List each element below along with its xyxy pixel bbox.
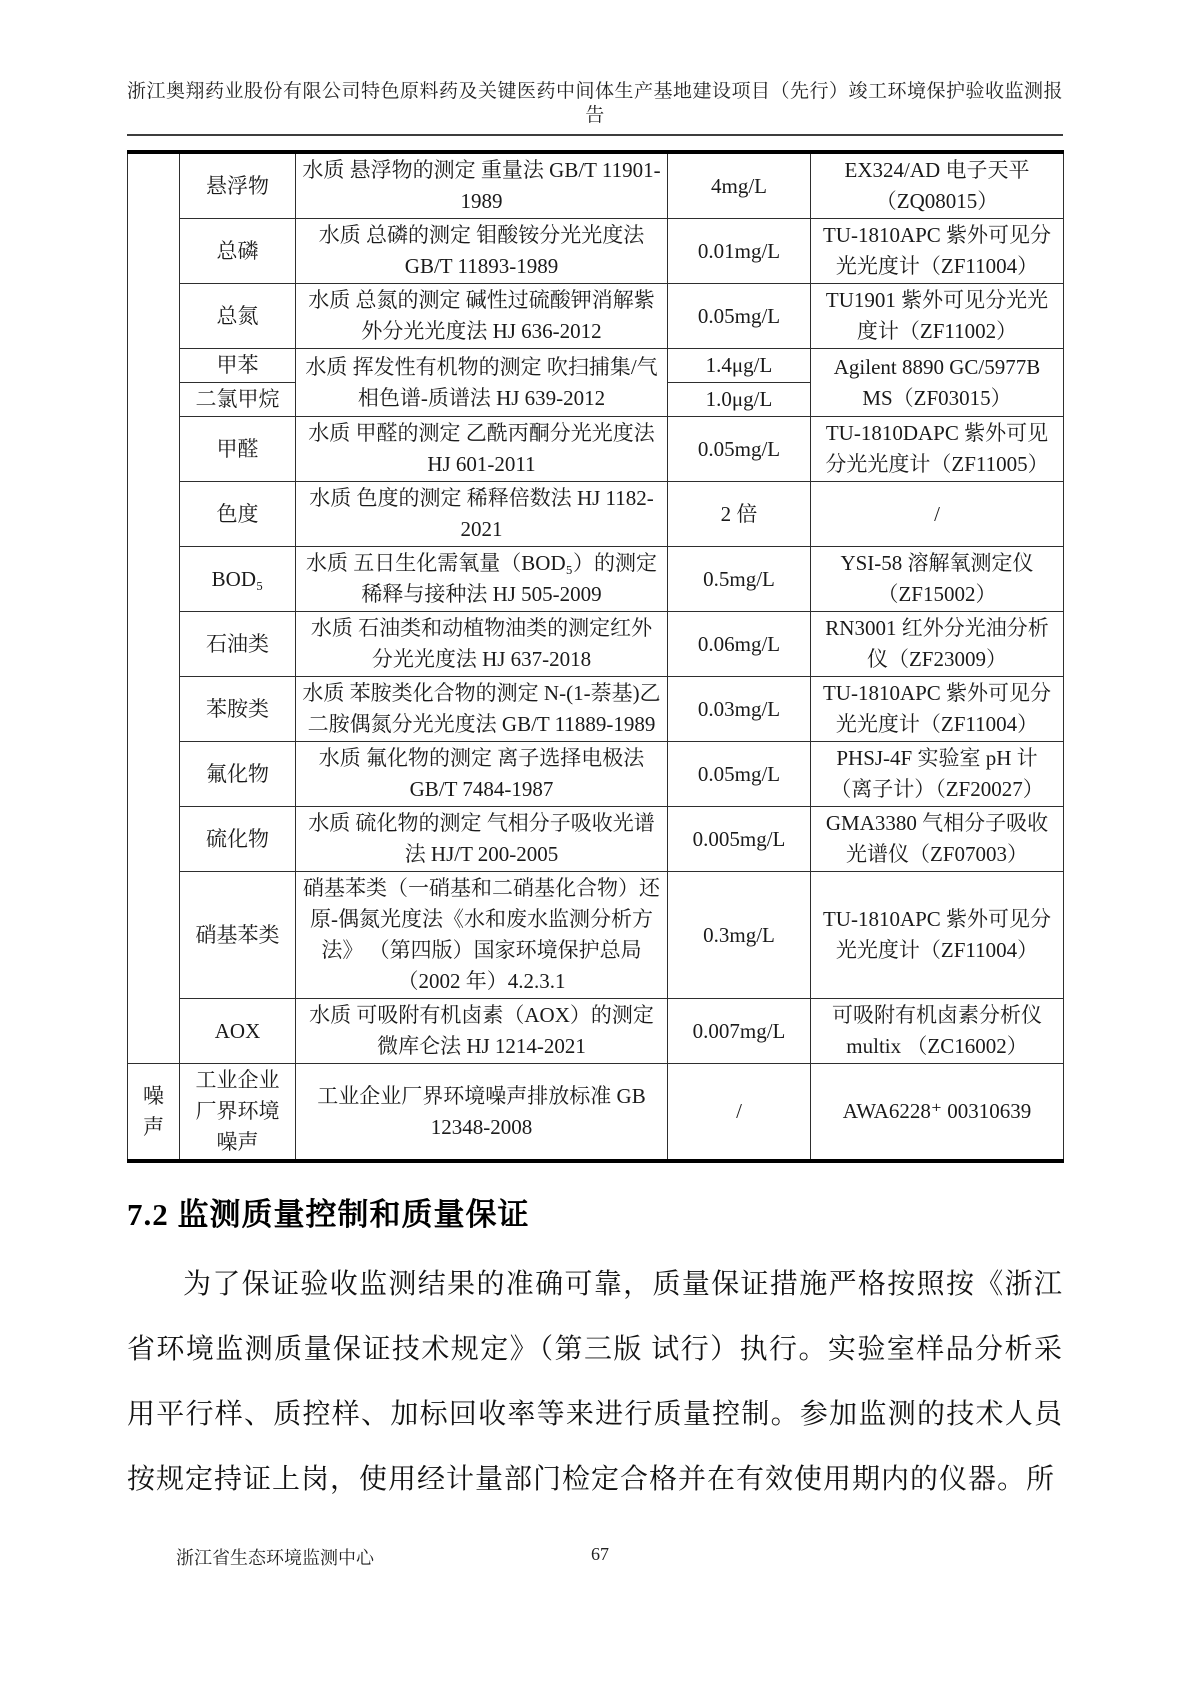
cell-method: 水质 石油类和动植物油类的测定红外分光光度法 HJ 637-2018: [296, 612, 668, 677]
cell-method: 水质 总磷的测定 钼酸铵分光光度法 GB/T 11893-1989: [296, 219, 668, 284]
table-row: [128, 417, 1064, 482]
cell-method: 水质 五日生化需氧量（BOD₅）的测定 稀释与接种法 HJ 505-2009: [296, 547, 668, 612]
table-row: [128, 349, 1064, 383]
cell-method: 水质 氟化物的测定 离子选择电极法 GB/T 7484-1987: [296, 742, 668, 807]
cell-limit: 0.06mg/L: [668, 612, 811, 677]
cell-parameter: AOX: [180, 999, 296, 1064]
cell-method: 工业企业厂界环境噪声排放标准 GB 12348-2008: [296, 1064, 668, 1162]
cell-parameter: 硝基苯类: [180, 872, 296, 999]
cell-method: 水质 可吸附有机卤素（AOX）的测定 微库仑法 HJ 1214-2021: [296, 999, 668, 1064]
table-row: [128, 152, 1064, 219]
cell-method: 水质 硫化物的测定 气相分子吸收光谱法 HJ/T 200-2005: [296, 807, 668, 872]
cell-category: 噪声: [128, 1064, 180, 1162]
cell-limit: 0.005mg/L: [668, 807, 811, 872]
cell-category: [128, 152, 180, 1064]
table-row: [128, 999, 1064, 1064]
cell-parameter: 甲醛: [180, 417, 296, 482]
monitoring-table-body: [128, 152, 1064, 1161]
cell-limit: 1.0μg/L: [668, 383, 811, 417]
cell-parameter: 总磷: [180, 219, 296, 284]
cell-limit: 0.3mg/L: [668, 872, 811, 999]
cell-limit: 0.03mg/L: [668, 677, 811, 742]
cell-method: 硝基苯类（一硝基和二硝基化合物）还原-偶氮光度法《水和废水监测分析方法》 （第四版）国家环境保护总局（2002 年）4.2.3.1: [296, 872, 668, 999]
cell-instrument: Agilent 8890 GC/5977B MS（ZF03015）: [811, 349, 1064, 417]
section-heading: 7.2 监测质量控制和质量保证: [127, 1197, 530, 1232]
table-row: [128, 219, 1064, 284]
cell-parameter: 二氯甲烷: [180, 383, 296, 417]
cell-method: 水质 挥发性有机物的测定 吹扫捕集/气相色谱-质谱法 HJ 639-2012: [296, 349, 668, 417]
cell-method: 水质 色度的测定 稀释倍数法 HJ 1182-2021: [296, 482, 668, 547]
table-row: [128, 284, 1064, 349]
cell-parameter: 总氮: [180, 284, 296, 349]
footer-page-number: 67: [591, 1544, 609, 1564]
cell-method: 水质 甲醛的测定 乙酰丙酮分光光度法 HJ 601-2011: [296, 417, 668, 482]
cell-instrument: EX324/AD 电子天平（ZQ08015）: [811, 152, 1064, 219]
cell-limit: 0.007mg/L: [668, 999, 811, 1064]
cell-instrument: AWA6228⁺ 00310639: [811, 1064, 1064, 1162]
cell-instrument: /: [811, 482, 1064, 547]
table-row: [128, 547, 1064, 612]
cell-parameter: 硫化物: [180, 807, 296, 872]
cell-instrument: TU1901 紫外可见分光光度计（ZF11002）: [811, 284, 1064, 349]
cell-instrument: TU-1810DAPC 紫外可见分光光度计（ZF11005）: [811, 417, 1064, 482]
header-title: 浙江奥翔药业股份有限公司特色原料药及关键医药中间体生产基地建设项目（先行）竣工环境保护验收监测报告: [127, 81, 1064, 126]
cell-parameter: 工业企业厂界环境噪声: [180, 1064, 296, 1162]
cell-parameter: 氟化物: [180, 742, 296, 807]
cell-parameter: 石油类: [180, 612, 296, 677]
table-row: [128, 1064, 1064, 1162]
header-rule: [127, 134, 1063, 136]
cell-limit: 0.05mg/L: [668, 417, 811, 482]
cell-instrument: RN3001 红外分光油分析仪（ZF23009）: [811, 612, 1064, 677]
table-row: [128, 742, 1064, 807]
cell-limit: 4mg/L: [668, 152, 811, 219]
cell-method: 水质 悬浮物的测定 重量法 GB/T 11901-1989: [296, 152, 668, 219]
footer-organization: 浙江省生态环境监测中心: [176, 1548, 374, 1568]
cell-instrument: TU-1810APC 紫外可见分光光度计（ZF11004）: [811, 219, 1064, 284]
cell-limit: 0.05mg/L: [668, 742, 811, 807]
cell-method: 水质 总氮的测定 碱性过硫酸钾消解紫外分光光度法 HJ 636-2012: [296, 284, 668, 349]
cell-method: 水质 苯胺类化合物的测定 N-(1-萘基)乙二胺偶氮分光光度法 GB/T 11889-1989: [296, 677, 668, 742]
cell-instrument: PHSJ-4F 实验室 pH 计（离子计）（ZF20027）: [811, 742, 1064, 807]
cell-instrument: GMA3380 气相分子吸收光谱仪（ZF07003）: [811, 807, 1064, 872]
table-row: [128, 872, 1064, 999]
page-header: [127, 0, 1063, 136]
table-row: [128, 612, 1064, 677]
cell-parameter: 色度: [180, 482, 296, 547]
table-row: [128, 482, 1064, 547]
table-row: [128, 677, 1064, 742]
cell-instrument: TU-1810APC 紫外可见分光光度计（ZF11004）: [811, 677, 1064, 742]
monitoring-methods-table: [127, 150, 1064, 1163]
cell-parameter: 苯胺类: [180, 677, 296, 742]
table-row: [128, 807, 1064, 872]
cell-parameter: BOD₅: [180, 547, 296, 612]
cell-limit: 0.01mg/L: [668, 219, 811, 284]
cell-limit: 0.5mg/L: [668, 547, 811, 612]
cell-limit: /: [668, 1064, 811, 1162]
cell-limit: 2 倍: [668, 482, 811, 547]
body-paragraph: 为了保证验收监测结果的准确可靠，质量保证措施严格按照按《浙江省环境监测质量保证技术规定》（第三版 试行）执行。实验室样品分析采用平行样、质控样、加标回收率等来进行质量控制。参加监测的技术人员按规定持证上岗，使用经计量部门检定合格并在有效使用期内的仪器。所: [127, 1269, 1063, 1495]
cell-limit: 0.05mg/L: [668, 284, 811, 349]
cell-parameter: 甲苯: [180, 349, 296, 383]
cell-instrument: TU-1810APC 紫外可见分光光度计（ZF11004）: [811, 872, 1064, 999]
cell-instrument: YSI-58 溶解氧测定仪（ZF15002）: [811, 547, 1064, 612]
cell-limit: 1.4μg/L: [668, 349, 811, 383]
cell-parameter: 悬浮物: [180, 152, 296, 219]
cell-instrument: 可吸附有机卤素分析仪 multix （ZC16002）: [811, 999, 1064, 1064]
